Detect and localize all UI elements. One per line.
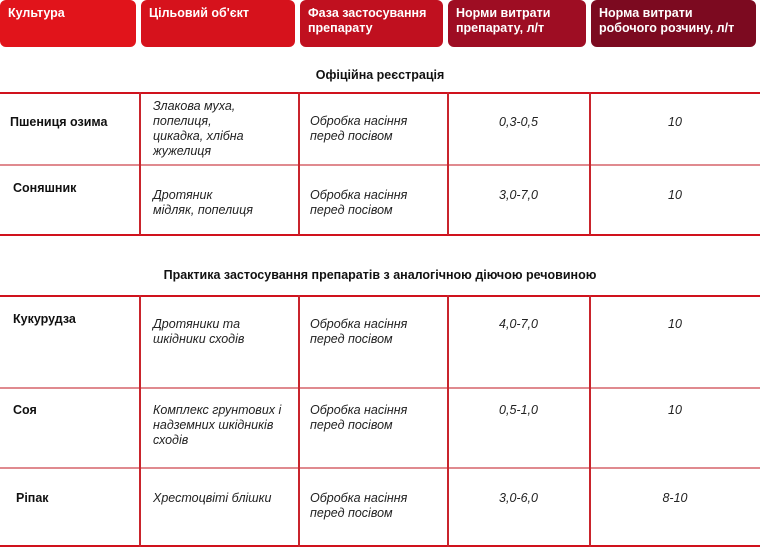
rate-value: 0,5-1,0	[499, 403, 538, 417]
column-divider	[298, 92, 300, 235]
table-divider	[0, 92, 760, 94]
solution-value: 10	[668, 188, 682, 202]
phase-cell: Обробка насіння перед посівом	[310, 491, 408, 520]
crop-label: Кукурудза	[13, 312, 76, 326]
target-cell: Злакова муха, попелиця, цикадка, хлібна жужелиця	[153, 99, 244, 158]
phase-cell: Обробка насіння перед посівом	[310, 188, 408, 217]
target-cell: Хрестоцвіті блішки	[153, 491, 272, 505]
row-divider	[0, 387, 760, 389]
rate-value: 0,3-0,5	[499, 115, 538, 129]
section-title-official: Офіційна реєстрація	[315, 68, 445, 82]
crop-label: Ріпак	[16, 491, 49, 505]
target-cell: Дротяник мідляк, попелиця	[153, 188, 253, 217]
rate-value: 3,0-6,0	[499, 491, 538, 505]
target-cell: Дротяники та шкідники сходів	[153, 317, 245, 346]
column-divider	[298, 295, 300, 547]
table-divider	[0, 234, 760, 236]
rate-value: 3,0-7,0	[499, 188, 538, 202]
column-divider	[589, 92, 591, 235]
crop-label: Пшениця озима	[10, 115, 108, 129]
header-rate: Норми витрати препарату, л/т	[448, 0, 586, 47]
phase-cell: Обробка насіння перед посівом	[310, 403, 408, 432]
header-crop: Культура	[0, 0, 136, 47]
header-target: Цільовий об'єкт	[141, 0, 295, 47]
column-divider	[447, 92, 449, 235]
header-phase: Фаза застосування препарату	[300, 0, 443, 47]
column-divider	[589, 295, 591, 547]
row-divider	[0, 467, 760, 469]
crop-label: Соя	[13, 403, 37, 417]
rate-value: 4,0-7,0	[499, 317, 538, 331]
column-divider	[447, 295, 449, 547]
table-divider	[0, 295, 760, 297]
crop-label: Соняшник	[13, 181, 77, 195]
target-cell: Комплекс грунтових і надземних шкідників сходів	[153, 403, 282, 447]
solution-value: 10	[668, 115, 682, 129]
solution-value: 10	[668, 317, 682, 331]
row-divider	[0, 164, 760, 166]
column-divider	[139, 92, 141, 235]
phase-cell: Обробка насіння перед посівом	[310, 317, 408, 346]
phase-cell: Обробка насіння перед посівом	[310, 114, 408, 143]
section-title-practice: Практика застосування препаратів з аналогічною діючою речовиною	[163, 268, 597, 282]
solution-value: 8-10	[662, 491, 688, 505]
header-solution: Норма витрати робочого розчину, л/т	[591, 0, 756, 47]
solution-value: 10	[668, 403, 682, 417]
table-divider	[0, 545, 760, 547]
column-divider	[139, 295, 141, 547]
